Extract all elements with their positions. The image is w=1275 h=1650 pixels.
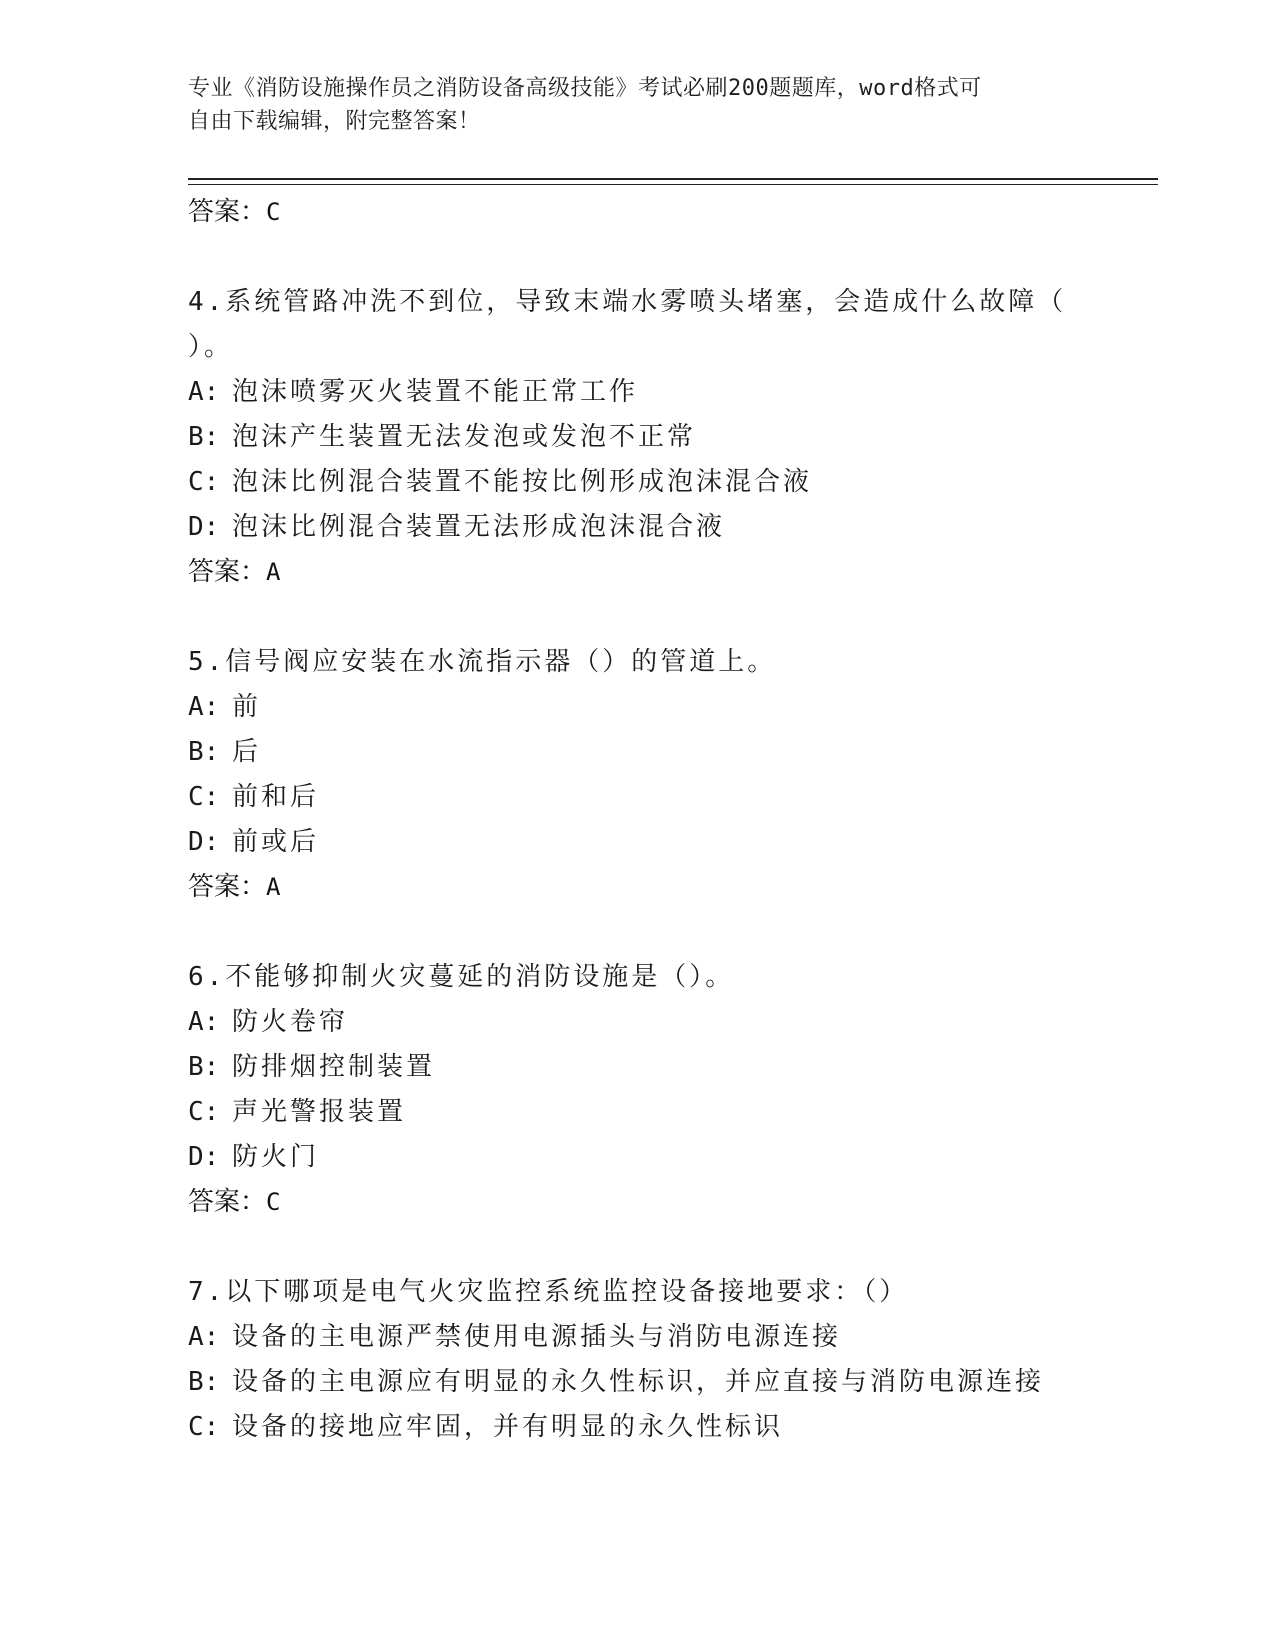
answer-value: A: [266, 558, 281, 586]
option-a: [188, 685, 1088, 730]
option-letter: C:: [188, 1412, 220, 1442]
question-stem: [188, 1270, 1088, 1315]
option-c: [188, 460, 1088, 505]
option-text: 防排烟控制装置: [232, 1052, 436, 1082]
question-answer: [188, 865, 1088, 910]
option-letter: D:: [188, 512, 220, 542]
option-text: 泡沫比例混合装置无法形成泡沫混合液: [232, 512, 726, 542]
option-letter: D:: [188, 1142, 220, 1172]
question-stem: [188, 280, 1088, 370]
option-letter: C:: [188, 782, 220, 812]
answer-value: C: [266, 1188, 281, 1216]
option-text: 泡沫比例混合装置不能按比例形成泡沫混合液: [232, 467, 813, 497]
option-letter: B:: [188, 1052, 220, 1082]
option-b: [188, 1045, 1088, 1090]
question-stem-line-2: ）。: [188, 332, 234, 362]
question-stem: [188, 955, 1088, 1000]
question-answer: [188, 550, 1088, 595]
answer-label: 答案：: [188, 1187, 267, 1217]
option-d: [188, 1135, 1088, 1180]
option-letter: A:: [188, 377, 220, 407]
option-text: 前或后: [232, 827, 320, 857]
question-stem-line-1: 7.以下哪项是电气火灾监控系统监控设备接地要求：（）: [188, 1277, 909, 1307]
question-5: [188, 640, 1088, 910]
option-text: 声光警报装置: [232, 1097, 407, 1127]
question-answer: [188, 1180, 1088, 1225]
answer-label: 答案：: [188, 557, 267, 587]
option-text: 防火门: [232, 1142, 320, 1172]
option-letter: D:: [188, 827, 220, 857]
header-title-line-1: 专业《消防设施操作员之消防设备高级技能》考试必刷200题题库，word格式可: [188, 76, 982, 101]
question-7: [188, 1270, 1088, 1450]
question-stem-line-1: 6.不能够抑制火灾蔓延的消防设施是（）。: [188, 962, 735, 992]
option-text: 前: [232, 692, 262, 722]
option-text: 设备的接地应牢固，并有明显的永久性标识: [232, 1412, 784, 1442]
header-title-line-2: 自由下载编辑，附完整答案！: [188, 109, 481, 134]
option-a: [188, 1315, 1088, 1360]
answer-label: 答案：: [188, 197, 267, 227]
option-d: [188, 505, 1088, 550]
option-text: 泡沫产生装置无法发泡或发泡不正常: [232, 422, 697, 452]
question-list: [188, 190, 1088, 1450]
option-text: 泡沫喷雾灭火装置不能正常工作: [232, 377, 639, 407]
question-stem-line-1: 4.系统管路冲洗不到位，导致末端水雾喷头堵塞，会造成什么故障（: [188, 287, 1067, 317]
option-letter: A:: [188, 1007, 220, 1037]
question-4: [188, 280, 1088, 595]
option-b: [188, 730, 1088, 775]
option-letter: A:: [188, 692, 220, 722]
option-text: 设备的主电源严禁使用电源插头与消防电源连接: [232, 1322, 842, 1352]
option-b: [188, 415, 1088, 460]
answer-value: A: [266, 873, 281, 901]
option-c: [188, 775, 1088, 820]
question-6: [188, 955, 1088, 1225]
option-text: 防火卷帘: [232, 1007, 349, 1037]
option-text: 设备的主电源应有明显的永久性标识，并应直接与消防电源连接: [232, 1367, 1045, 1397]
option-letter: C:: [188, 1097, 220, 1127]
option-letter: C:: [188, 467, 220, 497]
option-letter: B:: [188, 1367, 220, 1397]
question-stem-line-1: 5.信号阀应安装在水流指示器（）的管道上。: [188, 647, 777, 677]
previous-question-answer: [188, 190, 1088, 235]
option-text: 后: [232, 737, 262, 767]
option-c: [188, 1405, 1088, 1450]
option-letter: B:: [188, 422, 220, 452]
option-letter: A:: [188, 1322, 220, 1352]
option-c: [188, 1090, 1088, 1135]
option-a: [188, 1000, 1088, 1045]
option-b: [188, 1360, 1088, 1405]
header-divider-thick: [188, 178, 1158, 180]
question-stem: [188, 640, 1088, 685]
option-text: 前和后: [232, 782, 320, 812]
answer-label: 答案：: [188, 872, 267, 902]
answer-value: C: [266, 198, 281, 226]
document-header: [188, 72, 1068, 138]
option-a: [188, 370, 1088, 415]
option-d: [188, 820, 1088, 865]
header-divider-thin: [188, 184, 1158, 185]
option-letter: B:: [188, 737, 220, 767]
